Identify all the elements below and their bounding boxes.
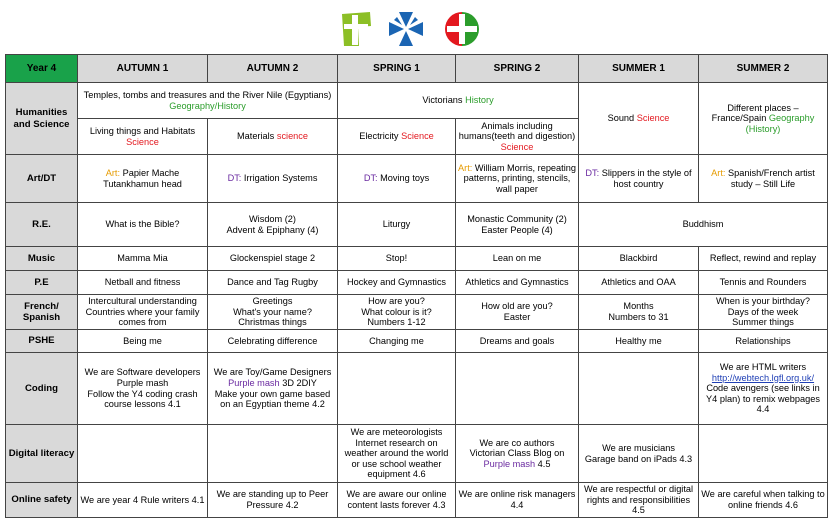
pshe-row <box>6 330 828 353</box>
table-cell: We are aware our online content lasts forever 4.3 <box>338 483 456 518</box>
safety-row <box>6 483 828 518</box>
logos <box>340 10 490 48</box>
table-cell: When is your birthday? Days of the week Summer things <box>699 295 828 330</box>
table-cell <box>78 425 208 483</box>
pe-row <box>6 271 828 295</box>
table-cell: Animals including humans(teeth and digestion) Science <box>456 119 579 155</box>
table-cell: Dance and Tag Rugby <box>208 271 338 295</box>
green-cross-logo <box>342 12 371 46</box>
row-label: PSHE <box>6 330 78 353</box>
term-header: SPRING 1 <box>338 55 456 83</box>
table-cell: We are respectful or digital rights and responsibilities 4.5 <box>579 483 699 518</box>
table-cell: Relationships <box>699 330 828 353</box>
table-cell <box>699 425 828 483</box>
year-label: Year 4 <box>6 55 78 83</box>
term-header: AUTUMN 2 <box>208 55 338 83</box>
table-cell: Glockenspiel stage 2 <box>208 247 338 271</box>
table-cell: Greetings What's your name? Christmas things <box>208 295 338 330</box>
table-cell: We are meteorologists Internet research on weather around the world or use school weather equipment 4.6 <box>338 425 456 483</box>
header-row <box>6 55 828 83</box>
table-cell: Sound Science <box>579 83 699 155</box>
table-cell: We are musicians Garage band on iPads 4.3 <box>579 425 699 483</box>
table-cell: We are careful when talking to online friends 4.6 <box>699 483 828 518</box>
table-cell: Reflect, rewind and replay <box>699 247 828 271</box>
artdt-row <box>6 155 828 203</box>
table-cell: Blackbird <box>579 247 699 271</box>
table-cell: Victorians History <box>338 83 579 119</box>
table-cell: Temples, tombs and treasures and the River Nile (Egyptians) Geography/History <box>78 83 338 119</box>
blue-maltese-cross-logo <box>389 12 423 46</box>
table-cell: Art: Spanish/French artist study – Still Life <box>699 155 828 203</box>
table-cell: We are Software developers Purple mash Follow the Y4 coding crash course lessons 4.1 <box>78 353 208 425</box>
row-label: French/ Spanish <box>6 295 78 330</box>
table-cell: Mamma Mia <box>78 247 208 271</box>
table-cell: Art: William Morris, repeating patterns, printing, stencils, wall paper <box>456 155 579 203</box>
table-cell <box>579 353 699 425</box>
table-cell: Materials science <box>208 119 338 155</box>
row-label: Humanities and Science <box>6 83 78 155</box>
row-label: Online safety <box>6 483 78 518</box>
re-row <box>6 203 828 247</box>
table-cell: Wisdom (2) Advent & Epiphany (4) <box>208 203 338 247</box>
table-cell: Netball and fitness <box>78 271 208 295</box>
webtech-link[interactable]: http://webtech.lgfl.org.uk/ <box>711 372 815 383</box>
table-cell: Liturgy <box>338 203 456 247</box>
term-header: AUTUMN 1 <box>78 55 208 83</box>
row-label: Coding <box>6 353 78 425</box>
table-cell: We are Toy/Game Designers Purple mash 3D 2DIY Make your own game based on an Egyptian theme 4.2 <box>208 353 338 425</box>
table-cell: Changing me <box>338 330 456 353</box>
french-row <box>6 295 828 330</box>
table-cell: Athletics and Gymnastics <box>456 271 579 295</box>
table-cell: Monastic Community (2) Easter People (4) <box>456 203 579 247</box>
curriculum-table <box>5 54 828 518</box>
term-header: SUMMER 1 <box>579 55 699 83</box>
table-cell: Living things and Habitats Science <box>78 119 208 155</box>
table-cell: Healthy me <box>579 330 699 353</box>
term-header: SPRING 2 <box>456 55 579 83</box>
table-cell: Dreams and goals <box>456 330 579 353</box>
table-cell: We are co authors Victorian Class Blog on Purple mash 4.5 <box>456 425 579 483</box>
table-cell: DT: Irrigation Systems <box>208 155 338 203</box>
table-cell: Athletics and OAA <box>579 271 699 295</box>
table-cell: What is the Bible? <box>78 203 208 247</box>
humanities-row <box>6 83 828 119</box>
red-green-cross-logo <box>445 12 479 46</box>
table-cell: Stop! <box>338 247 456 271</box>
table-cell: Intercultural understanding Countries where your family comes from <box>78 295 208 330</box>
digital-row <box>6 425 828 483</box>
table-cell: Art: Papier Mache Tutankhamun head <box>78 155 208 203</box>
row-label: R.E. <box>6 203 78 247</box>
table-cell: Being me <box>78 330 208 353</box>
table-cell: Electricity Science <box>338 119 456 155</box>
row-label: P.E <box>6 271 78 295</box>
table-cell: How are you? What colour is it? Numbers 1-12 <box>338 295 456 330</box>
table-cell: We are HTML writers http://webtech.lgfl.org.uk/ Code avengers (see links in Y4 plan) to remix webpages 4.4 <box>699 353 828 425</box>
row-label: Digital literacy <box>6 425 78 483</box>
table-cell: Tennis and Rounders <box>699 271 828 295</box>
table-cell: Lean on me <box>456 247 579 271</box>
coding-row <box>6 353 828 425</box>
table-cell: We are standing up to Peer Pressure 4.2 <box>208 483 338 518</box>
table-cell: Hockey and Gymnastics <box>338 271 456 295</box>
table-cell: Celebrating difference <box>208 330 338 353</box>
table-cell <box>208 425 338 483</box>
music-row <box>6 247 828 271</box>
table-cell: Buddhism <box>579 203 828 247</box>
table-cell <box>456 353 579 425</box>
table-cell: How old are you? Easter <box>456 295 579 330</box>
table-cell: DT: Slippers in the style of host country <box>579 155 699 203</box>
row-label: Art/DT <box>6 155 78 203</box>
term-header: SUMMER 2 <box>699 55 828 83</box>
table-cell: Different places – France/Spain Geography (History) <box>699 83 828 155</box>
table-cell: We are online risk managers 4.4 <box>456 483 579 518</box>
table-cell: We are year 4 Rule writers 4.1 <box>78 483 208 518</box>
row-label: Music <box>6 247 78 271</box>
table-cell: DT: Moving toys <box>338 155 456 203</box>
table-cell <box>338 353 456 425</box>
table-cell: Months Numbers to 31 <box>579 295 699 330</box>
